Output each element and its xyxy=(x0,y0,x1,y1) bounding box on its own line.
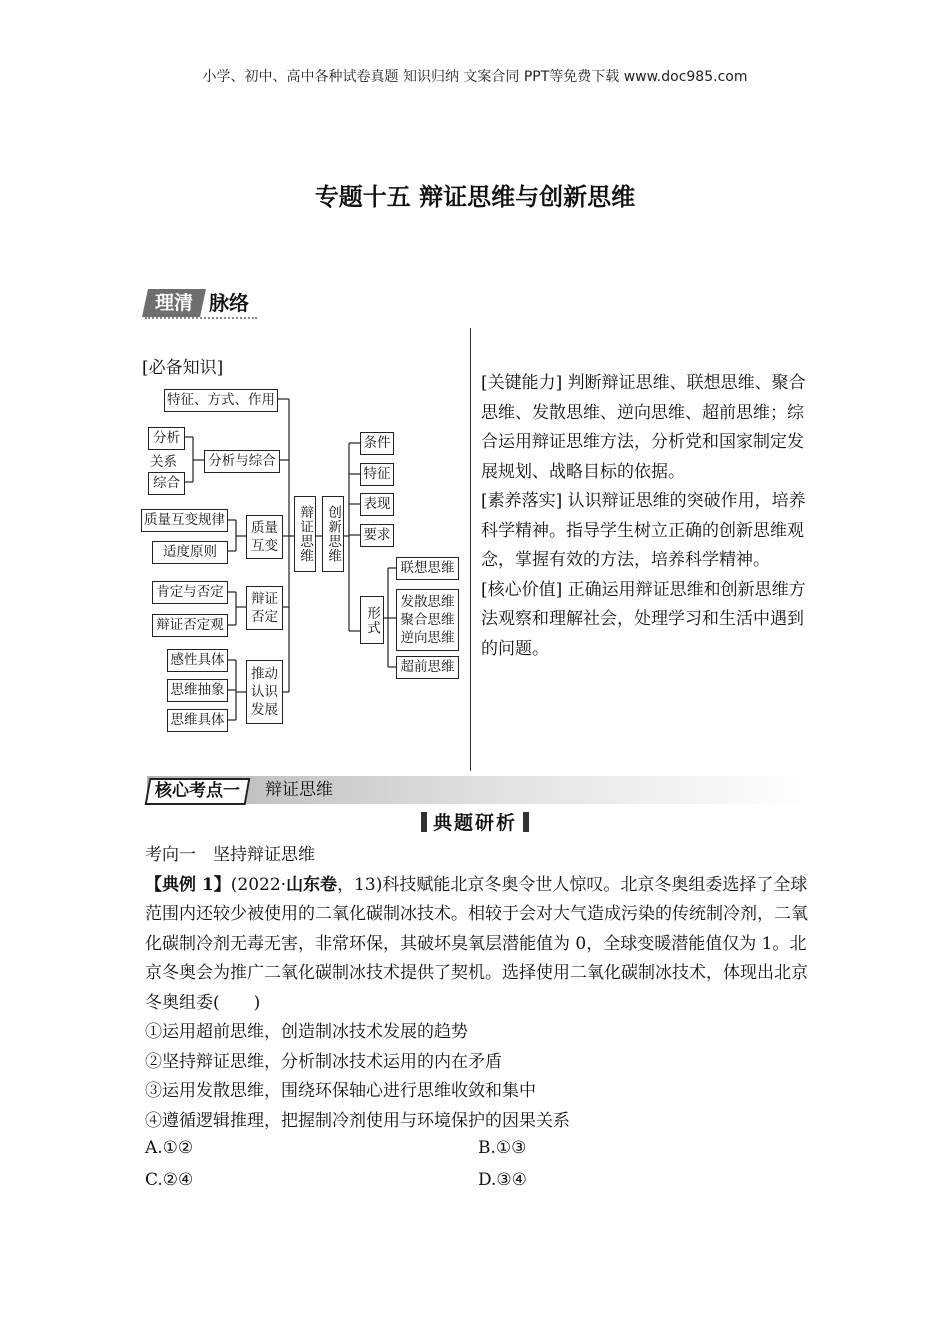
mm-node-association: 联想思维 xyxy=(396,557,459,580)
mm-node-quality-law: 质量互变规律 xyxy=(141,509,228,532)
mm-node-features: 特征、方式、作用 xyxy=(164,389,278,412)
mm-node-relation: 关系 xyxy=(150,450,177,470)
core-topic-bar xyxy=(147,776,810,804)
mm-node-innovative-thinking: 创新思维 xyxy=(322,496,344,572)
mm-node-abstraction: 思维抽象 xyxy=(167,679,228,702)
mm-node-advanced: 超前思维 xyxy=(396,656,459,679)
banner-text: 脉络 xyxy=(209,291,249,315)
option-a: A.①② xyxy=(145,1138,194,1158)
core-topic-title: 辩证思维 xyxy=(265,780,333,800)
statement-1: ①运用超前思维，创造制冰技术发展的趋势 xyxy=(145,1022,468,1042)
mm-node-requirement: 要求 xyxy=(360,524,394,547)
mm-node-expression: 表现 xyxy=(360,493,394,516)
sub-banner: 典题研析 xyxy=(0,808,950,835)
mm-node-form: 形式 xyxy=(360,596,384,644)
mm-node-perceptual: 感性具体 xyxy=(167,649,228,672)
mm-node-affirm-negate: 肯定与否定 xyxy=(152,581,228,604)
page-header: 小学、初中、高中各种试卷真题 知识归纳 文案合同 PPT等免费下载 www.doc985.com xyxy=(202,69,748,85)
statement-2: ②坚持辩证思维，分析制冰技术运用的内在矛盾 xyxy=(145,1051,502,1072)
mm-node-negation-view: 辩证否定观 xyxy=(152,614,228,637)
page-title: 专题十五 辩证思维与创新思维 xyxy=(314,183,636,211)
mm-node-condition: 条件 xyxy=(360,432,394,455)
mm-node-analysis-synthesis: 分析与综合 xyxy=(204,450,280,473)
mm-node-concrete: 思维具体 xyxy=(167,709,228,732)
core-value: [核心价值] 正确运用辩证思维和创新思维方法观察和理解社会，处理学习和生活中遇到的问题。 xyxy=(481,579,806,659)
question-body xyxy=(145,841,809,1136)
mm-node-cognition: 推动认识发展 xyxy=(246,660,283,724)
key-ability: [关键能力] 判断辩证思维、联想思维、聚合思维、发散思维、逆向思维、超前思维；综合运用辩证思维方法，分析党和国家制定发展规划、战略目标的依据。 xyxy=(481,373,806,482)
mm-node-dialectical-negation: 辩证否定 xyxy=(246,586,283,630)
option-d: D.③④ xyxy=(478,1170,527,1190)
direction-heading: 考向一 坚持辩证思维 xyxy=(145,845,315,865)
mm-node-analysis: 分析 xyxy=(148,427,185,450)
option-b: B.①③ xyxy=(478,1138,527,1158)
option-c: C.②④ xyxy=(145,1170,194,1190)
mm-node-synthesis: 综合 xyxy=(148,472,185,495)
banner-tag: 理清 xyxy=(142,289,206,317)
mm-node-feature: 特征 xyxy=(360,463,394,486)
mm-node-moderation: 适度原则 xyxy=(152,541,228,564)
sub-banner-left-bar xyxy=(421,812,427,832)
example-text: 【典例 1】(2022·山东卷，13)科技赋能北京冬奥令世人惊叹。北京冬奥组委选择了全球范围内还较少被使用的二氧化碳制冰技术。相较于会对大气造成污染的传统制冷剂，二氧化碳制冷剂无毒无害，非常环保，其破坏臭氧层潜能值为 0，全球变暖潜能值仅为 1。北京冬奥会为推广二氧化碳制冰技术提供了契机。选择使用二氧化碳制冰技术，体现出北京冬奥组委( ) xyxy=(145,874,808,1013)
literacy: [素养落实] 认识辩证思维的突破作用，培养科学精神。指导学生树立正确的创新思维观念，掌握有效的方法，培养科学精神。 xyxy=(481,491,806,570)
required-knowledge-label: [必备知识] xyxy=(142,358,224,378)
statement-3: ③运用发散思维，围绕环保轴心进行思维收敛和集中 xyxy=(145,1081,536,1101)
statement-4: ④遵循逻辑推理，把握制冷剂使用与环境保护的因果关系 xyxy=(145,1110,570,1131)
mm-node-divergent-group: 发散思维 聚合思维 逆向思维 xyxy=(396,589,459,651)
mm-node-quality-change: 质量互变 xyxy=(246,515,283,559)
mm-node-dialectical-thinking: 辩证思维 xyxy=(294,496,316,572)
right-panel xyxy=(481,369,811,664)
core-topic-label: 核心考点一 xyxy=(145,778,251,805)
sub-banner-right-bar xyxy=(523,812,529,832)
